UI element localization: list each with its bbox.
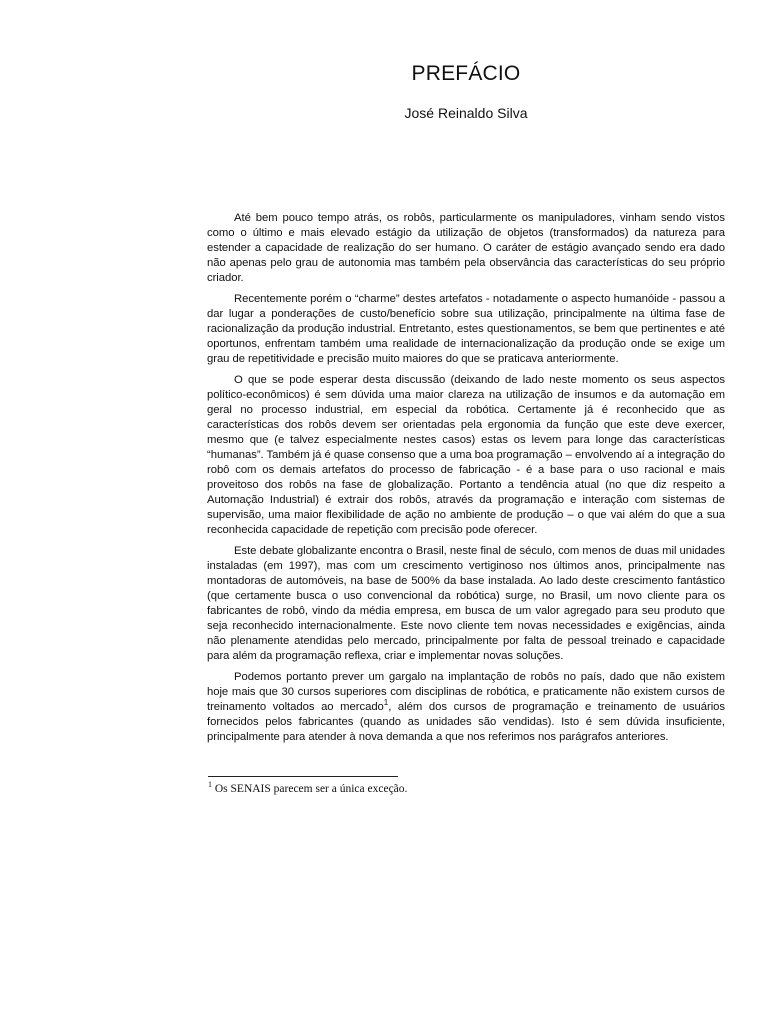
- paragraph-4: Este debate globalizante encontra o Brasil, neste final de século, com menos de duas mil unidades instaladas (em 1997), mas com um crescimento vertiginoso nos últimos anos, principalmente nas montadoras de automóveis, na base de 500% da base instalada. Ao lado deste crescimento fantástico (que certamente busca o uso convencional da robótica) surge, no Brasil, um novo cliente para os fabricantes de robô, vindo da média empresa, em busca de um valor agregado para seu produto que seja reconhecido internacionalmente. Este novo cliente tem novas necessidades e exigências, ainda não plenamente atendidas pelo mercado, principalmente por falta de pessoal treinado e capacidade para além da programação reflexa, criar e implementar novas soluções.: [207, 545, 725, 662]
- footnote-marker: 1: [208, 780, 212, 790]
- preface-body: [207, 211, 725, 751]
- paragraph-1: Até bem pouco tempo atrás, os robôs, particularmente os manipuladores, vinham sendo vistos como o último e mais elevado estágio da utilização de objetos (transformados) da natureza para estender a capacidade de realização do ser humano. O caráter de estágio avançado sendo era dado não apenas pelo grau de autonomia mas também pela observância das características do seu próprio criador.: [207, 212, 725, 284]
- paragraph-5-text-before: Podemos portanto prever um gargalo na implantação de robôs no país, dado que não existem hoje mais que 30 cursos superiores com disciplinas de robótica, e praticamente não existem cursos de treinamento voltados ao mercado: [207, 671, 725, 713]
- paragraph-5: [207, 670, 725, 745]
- paragraph-3: O que se pode esperar desta discussão (deixando de lado neste momento os seus aspectos político-econômicos) é sem dúvida uma maior clareza na utilização de insumos e da automação em geral no processo industrial, em especial da robótica. Certamente já é reconhecido que as características dos robôs devem ser orientadas pela ergonomia da função que este deve exercer, mesmo que (e talvez especialmente nestes casos) estas os levem para longe das características “humanas”. Também já é quase consenso que a uma boa programação – envolvendo aí a integração do robô com os demais artefatos do processo de fabricação - é a base para o uso racional e mais proveitoso dos robôs na fase de globalização. Portanto a tendência atual (no que diz respeito a Automação Industrial) é extrair dos robôs, através da programação e interação com sistemas de supervisão, uma maior flexibilidade de ação no ambiente de produção – o que vai além do que a sua reconhecida capacidade de repetição com precisão pode oferecer.: [207, 374, 725, 536]
- paragraph-5-text-after: , além dos cursos de programação e treinamento de usuários fornecidos pelos fabricantes (quando as unidades são vendidas). Isto é sem dúvida insuficiente, principalmente para atender à nova demanda a que nos referimos nos parágrafos anteriores.: [207, 701, 725, 743]
- footnote-separator: [208, 776, 398, 777]
- paragraph-2: Recentemente porém o “charme” destes artefatos - notadamente o aspecto humanóide - passou a dar lugar a ponderações de custo/benefício sobre sua utilização, principalmente na última fase de racionalização da produção industrial. Entretanto, estes questionamentos, se bem que pertinentes e até oportunos, enfrentam também uma realidade de internacionalização da produção onde se exige um grau de repetitividade e precisão muito maiores do que se praticava anteriormente.: [207, 293, 725, 365]
- footnote: [208, 782, 726, 796]
- page-title: PREFÁCIO: [411, 62, 521, 85]
- footnote-text: Os SENAIS parecem ser a única exceção.: [214, 783, 408, 795]
- footnote-reference: 1: [383, 698, 389, 708]
- author-name: José Reinaldo Silva: [404, 105, 528, 121]
